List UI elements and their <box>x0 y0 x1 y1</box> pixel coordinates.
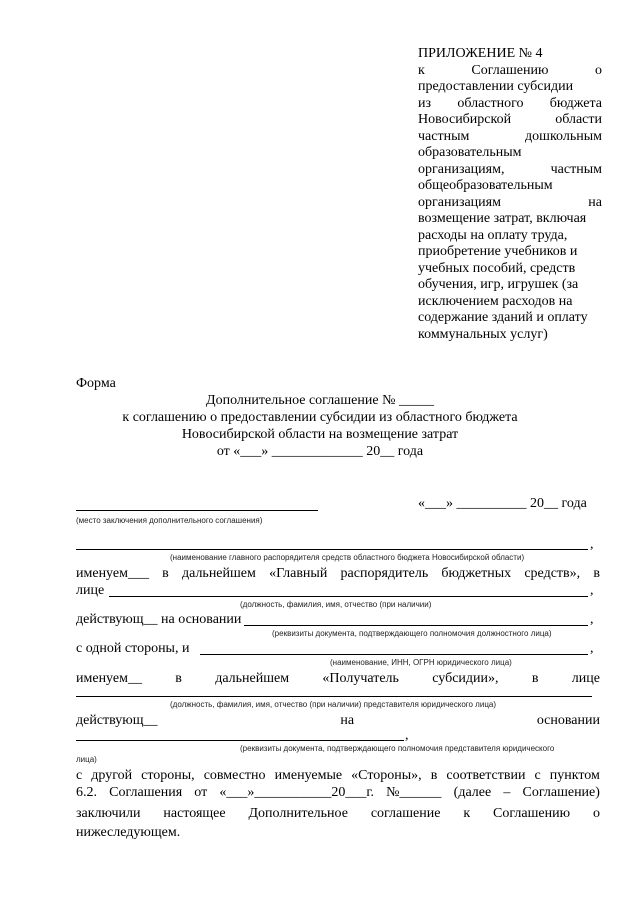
rep-requisites-caption-1: (реквизиты документа, подтверждающего полномочия представителя юридического <box>240 744 555 753</box>
word: соглашение <box>370 806 441 821</box>
word: заключили <box>76 806 141 821</box>
basis-line <box>244 625 588 626</box>
word: из <box>418 95 432 111</box>
face-word: лице <box>76 583 105 598</box>
word: настоящее <box>163 806 226 821</box>
word: совместно <box>203 768 266 783</box>
legal-caption: (наименование, ИНН, ОГРН юридического лица) <box>330 658 512 667</box>
place-line <box>76 510 318 511</box>
word: области <box>555 112 602 127</box>
acting-basis-label: действующ__ на основании <box>76 612 242 627</box>
word: общеобразовательным <box>418 178 553 193</box>
word: другой <box>91 768 133 783</box>
word: дальнейшем <box>215 671 290 686</box>
appendix-line <box>418 129 602 146</box>
appendix-line <box>418 145 602 162</box>
word: в <box>593 566 600 581</box>
word: на <box>588 194 602 210</box>
word: учебных пособий, средств <box>418 260 576 276</box>
appendix-line <box>418 112 602 129</box>
appendix-line <box>418 63 602 80</box>
appendix-line <box>418 96 602 113</box>
word: содержание зданий и оплату <box>418 310 588 325</box>
word: Дополнительное <box>248 806 348 821</box>
word: исключением расходов на <box>418 293 573 309</box>
word: в <box>430 768 438 783</box>
word: соответствии <box>446 768 526 783</box>
word: именуем__ <box>76 671 142 686</box>
named-line <box>76 566 600 582</box>
word: возмещение затрат, включая <box>418 211 587 226</box>
rep-line <box>76 696 592 697</box>
word: «___»___________20___г. <box>219 785 375 800</box>
word: областного <box>457 95 524 111</box>
word: субсидии», <box>432 671 499 686</box>
word: с <box>534 768 541 783</box>
word: действующ__ <box>76 713 158 728</box>
appendix-line <box>418 211 602 228</box>
paragraph-line <box>76 785 600 801</box>
appendix-lines <box>418 63 602 344</box>
word: лице <box>571 671 600 686</box>
word: «Стороны», <box>351 768 422 783</box>
face-comma: , <box>590 583 594 598</box>
word: обучения, игр, игрушек (за <box>418 277 579 292</box>
word: в <box>531 671 539 686</box>
grbs-caption: (наименование главного распорядителя средств областного бюджета Новосибирской области) <box>170 553 525 562</box>
rep-requisites-comma: , <box>405 728 409 743</box>
word: дальнейшем <box>181 566 256 581</box>
heading-line-1: Дополнительное соглашение № _____ <box>206 393 434 408</box>
legal-comma: , <box>590 641 594 656</box>
word: бюджета <box>549 95 602 111</box>
rep-requisites-caption-2: лица) <box>76 755 97 764</box>
word: с <box>76 768 83 783</box>
legal-entity-line <box>200 654 588 655</box>
word: дошкольным <box>525 128 602 144</box>
appendix-line <box>418 162 602 179</box>
word: Соглашение) <box>522 785 600 800</box>
word: именуемые <box>274 768 343 783</box>
appendix-line <box>418 294 602 311</box>
word: 6.2. <box>76 785 97 800</box>
word: организациям <box>418 194 501 210</box>
acting-line <box>76 713 600 729</box>
face-line <box>109 596 588 597</box>
word: о <box>592 806 600 821</box>
word: предоставлении субсидии <box>418 79 574 94</box>
word: распорядитель <box>340 566 429 581</box>
appendix-line <box>418 261 602 278</box>
word: частным <box>418 128 470 144</box>
word: (далее <box>453 785 492 800</box>
word: организациям, <box>418 161 505 177</box>
word: в <box>175 671 182 686</box>
word: в <box>162 566 169 581</box>
word: основании <box>536 713 600 728</box>
heading-line-2: к соглашению о предоставлении субсидии из областного бюджета <box>122 410 518 425</box>
word: средств», <box>524 566 581 581</box>
para-last-line: нижеследующем. <box>76 825 181 840</box>
rep-caption: (должность, фамилия, имя, отчество (при наличии) представителя юридического лица) <box>170 700 497 709</box>
heading-line-3: Новосибирской области на возмещение затрат <box>181 427 459 442</box>
word: «Главный <box>269 566 328 581</box>
word: стороны, <box>141 768 195 783</box>
one-side-label: с одной стороны, и <box>76 641 190 656</box>
position-caption: (должность, фамилия, имя, отчество (при наличии) <box>240 600 432 609</box>
form-label: Форма <box>76 376 116 391</box>
word: «Получатель <box>322 671 399 686</box>
appendix-line <box>418 79 602 96</box>
appendix-block <box>418 46 602 343</box>
appendix-line <box>418 178 602 195</box>
appendix-line <box>418 327 602 344</box>
word: о <box>594 62 602 78</box>
word: Соглашению <box>471 62 549 78</box>
grbs-line <box>76 549 588 550</box>
appendix-line <box>418 277 602 294</box>
heading-line-4: от «___» _____________ 20__ года <box>216 444 424 459</box>
word: пунктом <box>549 768 600 783</box>
appendix-line <box>418 195 602 212</box>
appendix-title: ПРИЛОЖЕНИЕ № 4 <box>418 46 543 61</box>
word: приобретение учебников и <box>418 244 578 259</box>
paragraph-line <box>76 806 600 822</box>
word: бюджетных <box>441 566 512 581</box>
requisites-caption: (реквизиты документа, подтверждающего полномочия должностного лица) <box>272 629 552 638</box>
word: Новосибирской <box>418 112 512 127</box>
word: образовательным <box>418 145 522 160</box>
word: Соглашения <box>109 785 183 800</box>
word: именуем___ <box>76 566 149 581</box>
word: от <box>194 785 208 800</box>
word: частным <box>550 161 602 177</box>
agreement-date: «___» __________ 20__ года <box>418 496 587 511</box>
word: к <box>418 62 425 78</box>
word: коммунальных услуг) <box>418 326 548 342</box>
appendix-line <box>418 244 602 261</box>
appendix-line <box>418 310 602 327</box>
word: №______ <box>386 785 442 800</box>
basis-comma: , <box>590 612 594 627</box>
named-line-2 <box>76 671 600 687</box>
word: на <box>340 713 355 728</box>
word: к <box>463 806 471 821</box>
rep-requisites-line <box>76 740 404 741</box>
word: расходы на оплату труда, <box>418 227 568 243</box>
appendix-line <box>418 228 602 245</box>
word: Соглашению <box>493 806 571 821</box>
grbs-comma: , <box>590 537 594 552</box>
paragraph-line <box>76 768 600 784</box>
word: – <box>503 785 511 800</box>
place-caption: (место заключения дополнительного соглашения) <box>76 516 263 525</box>
